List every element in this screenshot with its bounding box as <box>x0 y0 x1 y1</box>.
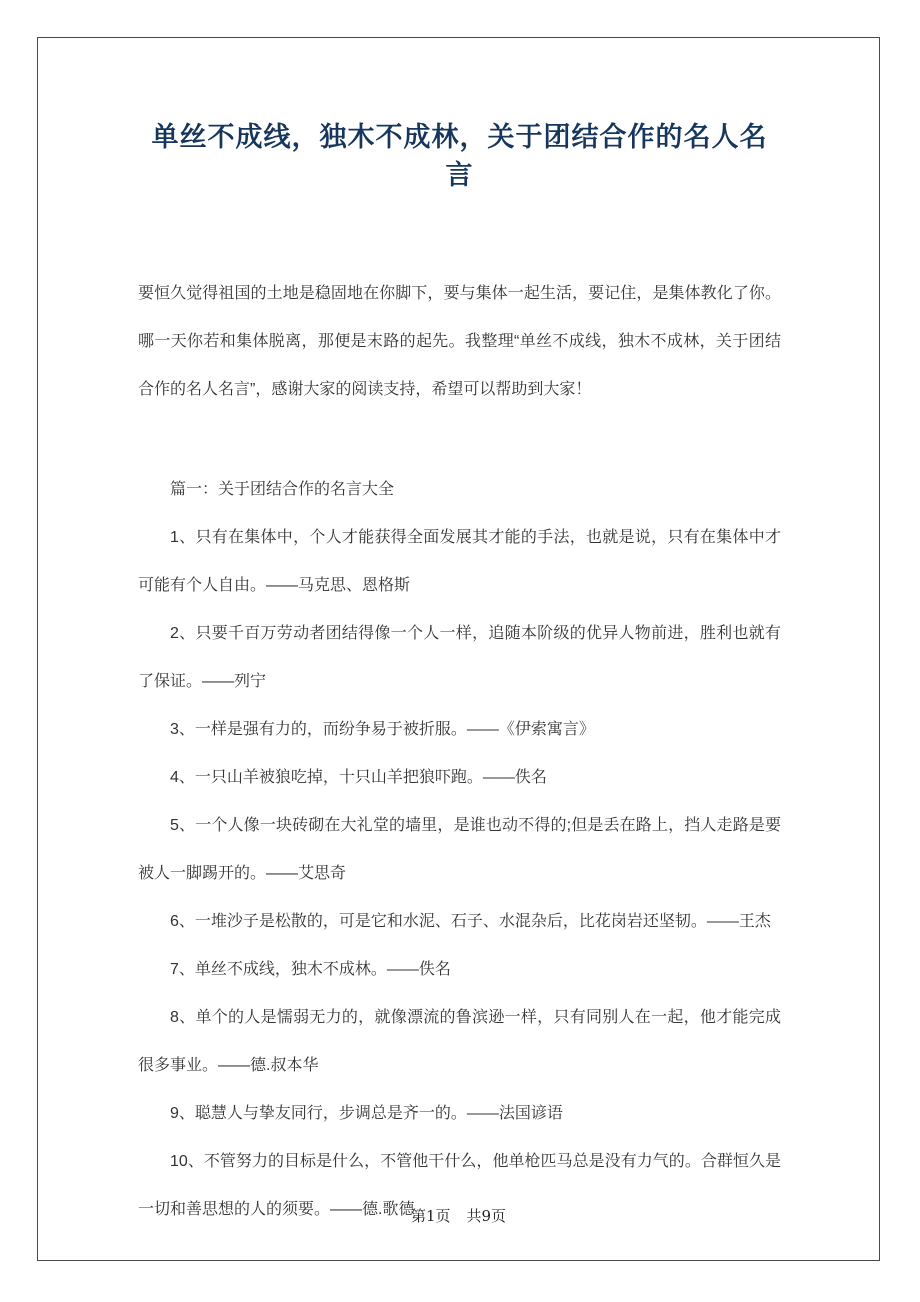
quote-paragraph: 3、一样是强有力的，而纷争易于被折服。——《伊索寓言》 <box>170 721 595 738</box>
intro-paragraph: 要恒久觉得祖国的土地是稳固地在你脚下，要与集体一起生活，要记住，是集体教化了你。哪一天你若和集体脱离，那便是末路的起先。我整理“单丝不成线，独木不成林，关于团结合作的名人名言”，感谢大家的阅读支持，希望可以帮助到大家！ <box>138 285 781 398</box>
page-title: 单丝不成线，独木不成林，关于团结合作的名人名言 <box>151 122 768 190</box>
document-page <box>37 37 880 1261</box>
quote-paragraph: 6、一堆沙子是松散的，可是它和水泥、石子、水混杂后，比花岗岩还坚韧。——王杰 <box>170 913 771 930</box>
quote-paragraph: 5、一个人像一块砖砌在大礼堂的墙里，是谁也动不得的;但是丢在路上，挡人走路是要被人一脚踢开的。——艾思奇 <box>138 817 781 882</box>
page-number-label: 第1页 <box>410 1207 451 1225</box>
quote-paragraph: 7、单丝不成线，独木不成林。——佚名 <box>170 961 451 978</box>
quote-paragraph: 10、不管努力的目标是什么，不管他干什么，他单枪匹马总是没有力气的。合群恒久是一切和善思想的人的须要。——德.歌德 <box>138 1153 781 1218</box>
quote-paragraph: 1、只有在集体中，个人才能获得全面发展其才能的手法，也就是说，只有在集体中才可能有个人自由。——马克思、恩格斯 <box>138 529 781 594</box>
quote-paragraph: 4、一只山羊被狼吃掉，十只山羊把狼吓跑。——佚名 <box>170 769 547 786</box>
total-pages-label: 共9页 <box>466 1207 507 1225</box>
page-footer <box>38 1206 879 1226</box>
quote-paragraph: 8、单个的人是懦弱无力的，就像漂流的鲁滨逊一样，只有同别人在一起，他才能完成很多事业。——德.叔本华 <box>138 1009 781 1074</box>
document-body <box>138 118 781 1234</box>
section-heading: 篇一：关于团结合作的名言大全 <box>170 481 395 498</box>
quote-paragraph: 2、只要千百万劳动者团结得像一个人一样，追随本阶级的优异人物前进，胜利也就有了保证。——列宁 <box>138 625 781 690</box>
quote-paragraph: 9、聪慧人与挚友同行，步调总是齐一的。——法国谚语 <box>170 1105 563 1122</box>
